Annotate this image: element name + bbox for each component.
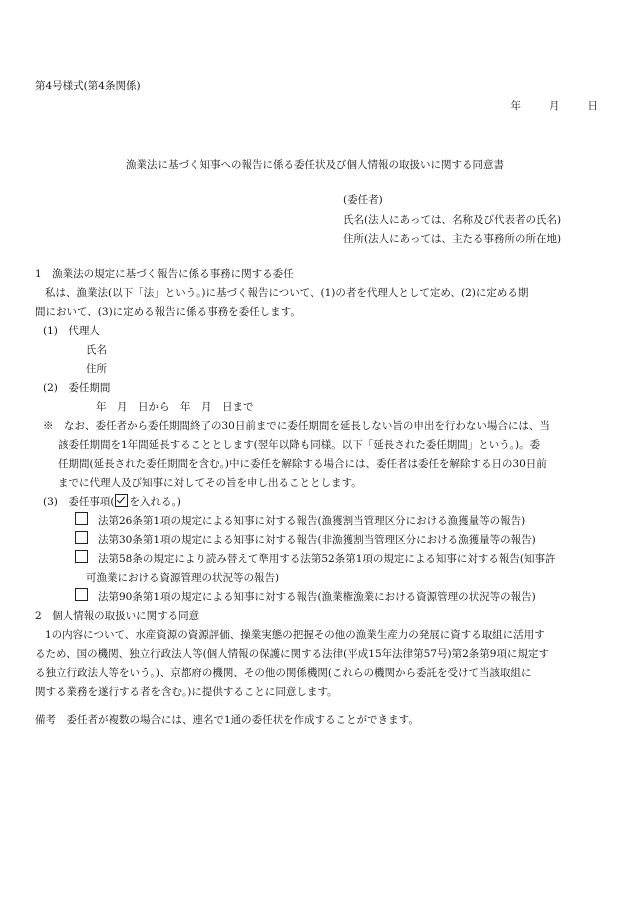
checkbox-3[interactable] xyxy=(75,550,88,563)
note-line-3: 任期間(延長された委任期間を含む。)中に委任を解除する場合には、委任者は委任を解除する日の30日前 xyxy=(58,458,547,470)
item-3-heading-pre: (3) 委任事項( xyxy=(43,496,115,508)
check-item-2-label: 法第30条第1項の規定による知事に対する報告(非漁獲割当管理区分における漁獲量等の報告) xyxy=(98,534,536,546)
principal-name: 氏名(法人にあっては、名称及び代表者の氏名) xyxy=(343,213,562,226)
check-item-1 xyxy=(35,512,600,531)
item-1-heading: (1) 代理人 xyxy=(43,325,100,337)
item-2-period: 年 月 日から 年 月 日まで xyxy=(96,401,254,413)
check-item-1-label: 法第26条第1項の規定による知事に対する報告(漁獲割当管理区分における漁獲量等の報告) xyxy=(98,515,526,527)
section-2-line-4: 関する業務を遂行する者を含む。)に提供することに同意します。 xyxy=(35,686,338,698)
item-2-heading: (2) 委任期間 xyxy=(43,382,111,394)
item-3-heading-post: を入れる。) xyxy=(129,496,181,508)
date-day: 日 xyxy=(587,100,598,112)
section-2-line-1: 1の内容について、水産資源の資源評価、操業実態の把握その他の漁業生産力の発展に資する取組に活用す xyxy=(45,629,545,641)
document-title: 漁業法に基づく知事への報告に係る委任状及び個人情報の取扱いに関する同意書 xyxy=(126,159,504,171)
date-line xyxy=(511,97,599,116)
note-line-2: 該委任期間を1年間延長することとします(翌年以降も同様。以下「延長された委任期間」という。)。委 xyxy=(58,439,541,451)
checkbox-1[interactable] xyxy=(75,512,88,525)
checkbox-4[interactable] xyxy=(75,588,88,601)
section-1-para-line-1: 私は、漁業法(以下「法」という。)に基づく報告について、(1)の者を代理人として定め、(2)に定める期 xyxy=(45,287,529,299)
section-1-heading: 1 漁業法の規定に基づく報告に係る事務に関する委任 xyxy=(35,268,294,280)
check-item-3-label: 法第58条の規定により読み替えて準用する法第52条第1項の規定による知事に対する報告(知事許 xyxy=(98,553,556,565)
item-1-name: 氏名 xyxy=(86,344,107,356)
checkmark-box-icon xyxy=(115,494,128,507)
item-3-heading xyxy=(35,493,600,512)
check-item-4-label: 法第90条第1項の規定による知事に対する報告(漁業権漁業における資源管理の状況等の報告) xyxy=(98,591,536,603)
section-2-heading: 2 個人情報の取扱いに関する同意 xyxy=(35,610,200,622)
check-item-3-continued: 可漁業における資源管理の状況等の報告) xyxy=(86,572,280,584)
checkbox-2[interactable] xyxy=(75,531,88,544)
note-line-1: ※ なお、委任者から委任期間終了の30日前までに委任期間を延長しない旨の申出を行わない場合には、当 xyxy=(43,420,550,432)
check-item-3 xyxy=(35,550,600,569)
section-1 xyxy=(35,265,600,702)
section-1-para-line-2: 間において、(3)に定める報告に係る事務を委任します。 xyxy=(35,306,301,318)
date-month: 月 xyxy=(549,100,560,112)
section-2-line-3: る独立行政法人等をいう。)、京都府の機関、その他の関係機関(これらの機関から委託を受けて当該取組に xyxy=(35,667,532,679)
check-item-4 xyxy=(35,588,600,607)
date-year: 年 xyxy=(510,100,521,112)
check-item-2 xyxy=(35,531,600,550)
principal-address: 住所(法人にあっては、主たる事務所の所在地) xyxy=(343,233,562,245)
item-1-address: 住所 xyxy=(86,363,107,375)
principal-block xyxy=(343,191,561,250)
remark: 備考 委任者が複数の場合には、連名で1通の委任状を作成することができます。 xyxy=(35,714,419,726)
note-line-4: までに代理人及び知事に対してその旨を申し出ることとします。 xyxy=(58,477,362,489)
principal-label: (委任者) xyxy=(343,194,383,206)
form-number: 第4号様式(第4条関係) xyxy=(35,80,141,92)
section-2-line-2: るため、国の機関、独立行政法人等(個人情報の保護に関する法律(平成15年法律第57号)第2条第9項に規定す xyxy=(35,648,549,660)
